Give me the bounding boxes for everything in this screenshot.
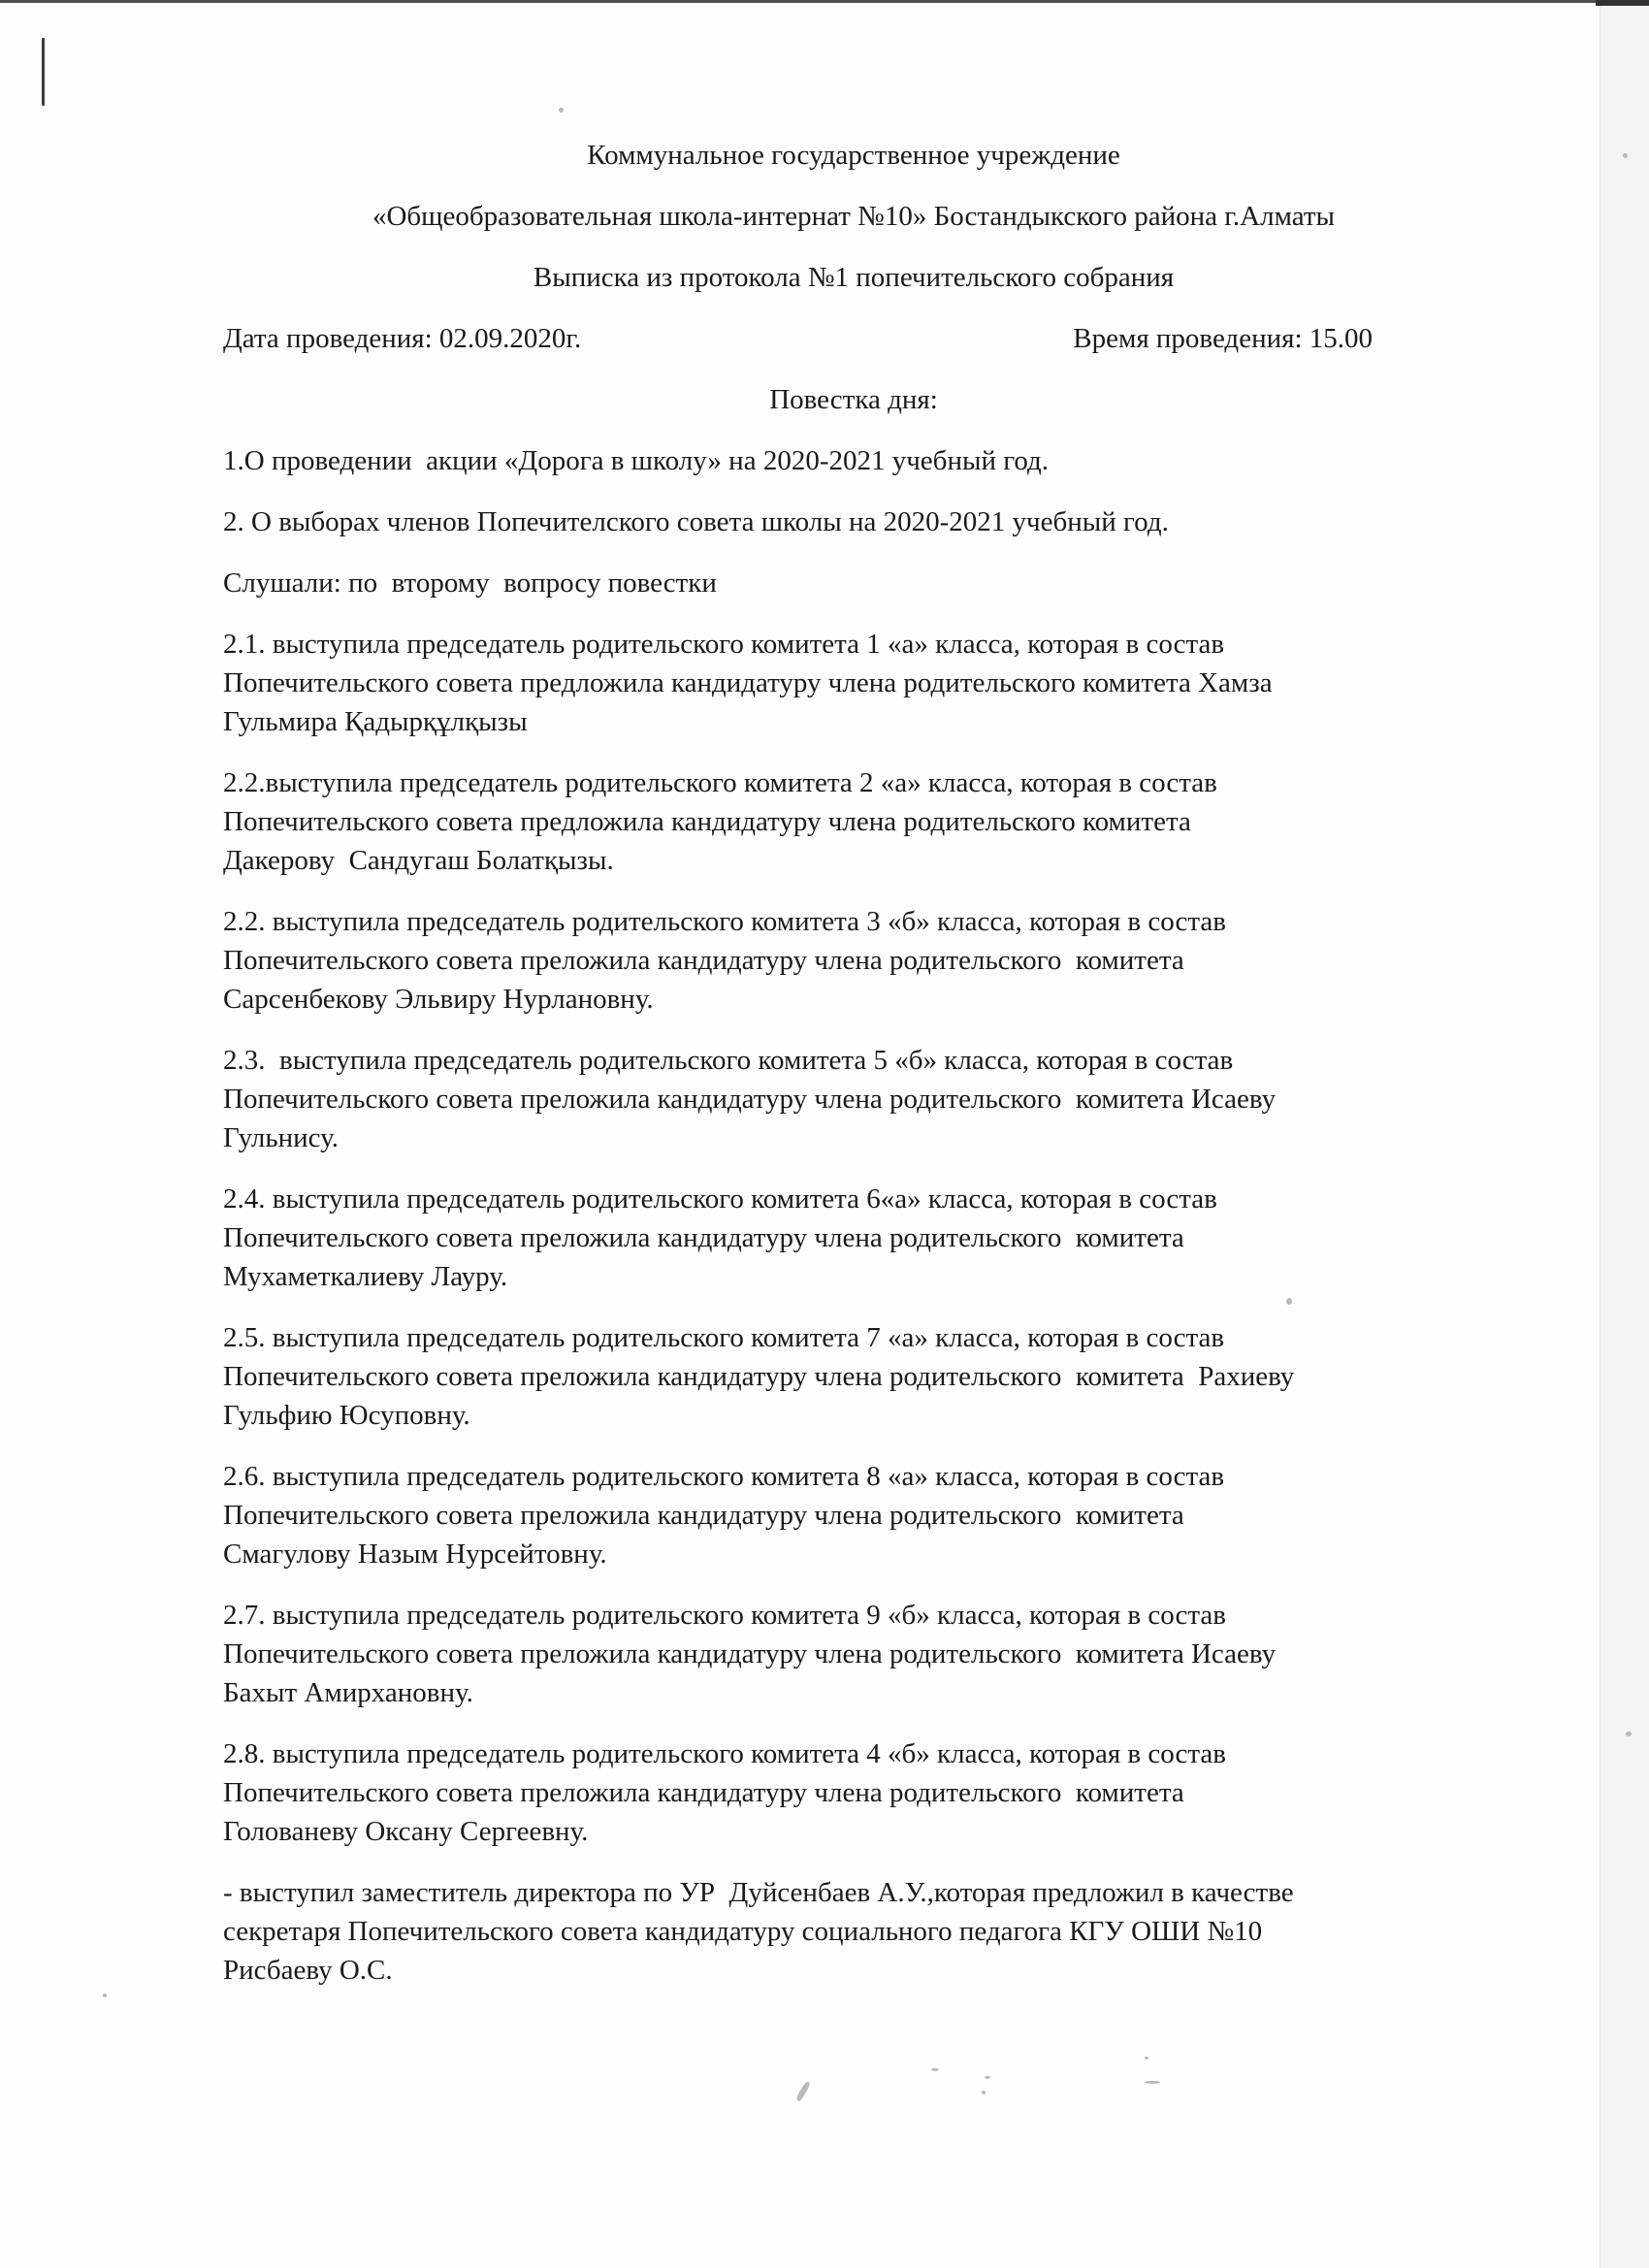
meeting-date: Дата проведения: 02.09.2020г. xyxy=(223,323,582,354)
agenda-title: Повестка дня: xyxy=(769,384,938,415)
scan-top-edge xyxy=(0,0,1649,3)
speech-paragraph xyxy=(223,1734,1484,1851)
speech-paragraph xyxy=(223,763,1484,880)
margin-mark xyxy=(42,38,45,106)
speech-line: 2.4. выступила председатель родительского комитета 6«а» класса, которая в состав xyxy=(223,1183,1217,1215)
heard-line: Слушали: по второму вопросу повестки xyxy=(223,567,717,599)
speech-line: Голованеву Оксану Сергеевну. xyxy=(223,1816,589,1847)
speech-line: Дакерову Сандугаш Болатқызы. xyxy=(223,845,614,876)
institution-line-2: «Общеобразовательная школа-интернат №10» Бостандыкского района г.Алматы xyxy=(372,201,1336,232)
speech-line: Попечительского совета предложила кандидатуру члена родительского комитета Хамза xyxy=(223,667,1273,698)
speech-line: 2.2. выступила председатель родительского комитета 3 «б» класса, которая в состав xyxy=(223,906,1226,937)
institution-line-1: Коммунальное государственное учреждение xyxy=(587,140,1120,171)
meeting-time: Время проведения: 15.00 xyxy=(1073,323,1373,354)
speech-paragraph xyxy=(223,1873,1484,1990)
speech-line: 2.5. выступила председатель родительского комитета 7 «а» класса, которая в состав xyxy=(223,1322,1225,1353)
scan-right-margin xyxy=(1600,0,1649,2268)
scan-speck xyxy=(1145,2081,1160,2084)
scan-speck xyxy=(103,1993,107,1997)
speech-paragraph xyxy=(223,902,1484,1019)
speech-line: Попечительского совета предложила кандидатуру члена родительского комитета xyxy=(223,806,1191,837)
speech-line: Попечительского совета преложила кандидатуру члена родительского комитета xyxy=(223,1500,1184,1531)
speech-line: Смагулову Назым Нурсейтовну. xyxy=(223,1539,607,1570)
scan-speck xyxy=(931,2068,939,2071)
speech-line: секретаря Попечительского совета кандидатуру социального педагога КГУ ОШИ №10 xyxy=(223,1916,1263,1947)
speech-line: 2.8. выступила председатель родительского комитета 4 «б» класса, которая в состав xyxy=(223,1738,1226,1769)
document-title: Выписка из протокола №1 попечительского собрания xyxy=(533,262,1175,293)
document-body xyxy=(223,136,1484,2012)
speech-line: Мухаметкалиеву Лауру. xyxy=(223,1261,508,1292)
scan-speck xyxy=(1626,1732,1632,1736)
scan-speck xyxy=(1145,2057,1148,2059)
speech-line: 2.6. выступила председатель родительского комитета 8 «а» класса, которая в состав xyxy=(223,1461,1225,1492)
speech-paragraph xyxy=(223,625,1484,741)
speech-line: 2.3. выступила председатель родительского комитета 5 «б» класса, которая в состав xyxy=(223,1045,1234,1076)
meeting-info xyxy=(223,319,1373,358)
agenda-item: 1.О проведении акции «Дорога в школу» на 2020-2021 учебный год. xyxy=(223,445,1050,476)
speech-paragraph xyxy=(223,1318,1484,1435)
speech-paragraph xyxy=(223,1457,1484,1573)
scan-speck xyxy=(559,108,564,113)
speech-line: Гульнису. xyxy=(223,1122,339,1153)
scan-speck xyxy=(982,2090,986,2094)
speech-line: Гульмира Қадырқұлқызы xyxy=(223,706,528,737)
speech-paragraph xyxy=(223,1596,1484,1712)
speech-line: Попечительского совета преложила кандидатуру члена родительского комитета xyxy=(223,1222,1184,1253)
scan-corner-edge xyxy=(1596,0,1649,6)
speech-line: 2.7. выступила председатель родительского комитета 9 «б» класса, которая в состав xyxy=(223,1600,1226,1631)
speech-line: 2.2.выступила председатель родительского комитета 2 «а» класса, которая в состав xyxy=(223,767,1217,798)
speech-line: Попечительского совета преложила кандидатуру члена родительского комитета xyxy=(223,945,1184,976)
speech-line: Гульфию Юсуповну. xyxy=(223,1400,470,1431)
speech-line: Попечительского совета преложила кандидатуру члена родительского комитета xyxy=(223,1777,1184,1808)
agenda-item: 2. О выборах членов Попечителского совета школы на 2020-2021 учебный год. xyxy=(223,506,1169,537)
speech-paragraph xyxy=(223,1041,1484,1157)
speech-line: Попечительского совета преложила кандидатуру члена родительского комитета Исаеву xyxy=(223,1638,1277,1669)
speech-line: 2.1. выступила председатель родительского комитета 1 «а» класса, которая в состав xyxy=(223,629,1225,660)
speech-line: Рисбаеву О.С. xyxy=(223,1955,393,1986)
speech-line: - выступил заместитель директора по УР Дуйсенбаев А.У.,которая предложил в качестве xyxy=(223,1877,1294,1908)
speech-paragraph xyxy=(223,1180,1484,1296)
scan-speck xyxy=(985,2076,990,2079)
speech-line: Сарсенбекову Эльвиру Нурлановну. xyxy=(223,984,654,1015)
speech-line: Попечительского совета преложила кандидатуру члена родительского комитета Исаеву xyxy=(223,1084,1277,1115)
scan-speck xyxy=(795,2081,811,2102)
speech-line: Бахыт Амирхановну. xyxy=(223,1677,473,1708)
speech-line: Попечительского совета преложила кандидатуру члена родительского комитета Рахиеву xyxy=(223,1361,1295,1392)
scan-speck xyxy=(1623,153,1628,158)
